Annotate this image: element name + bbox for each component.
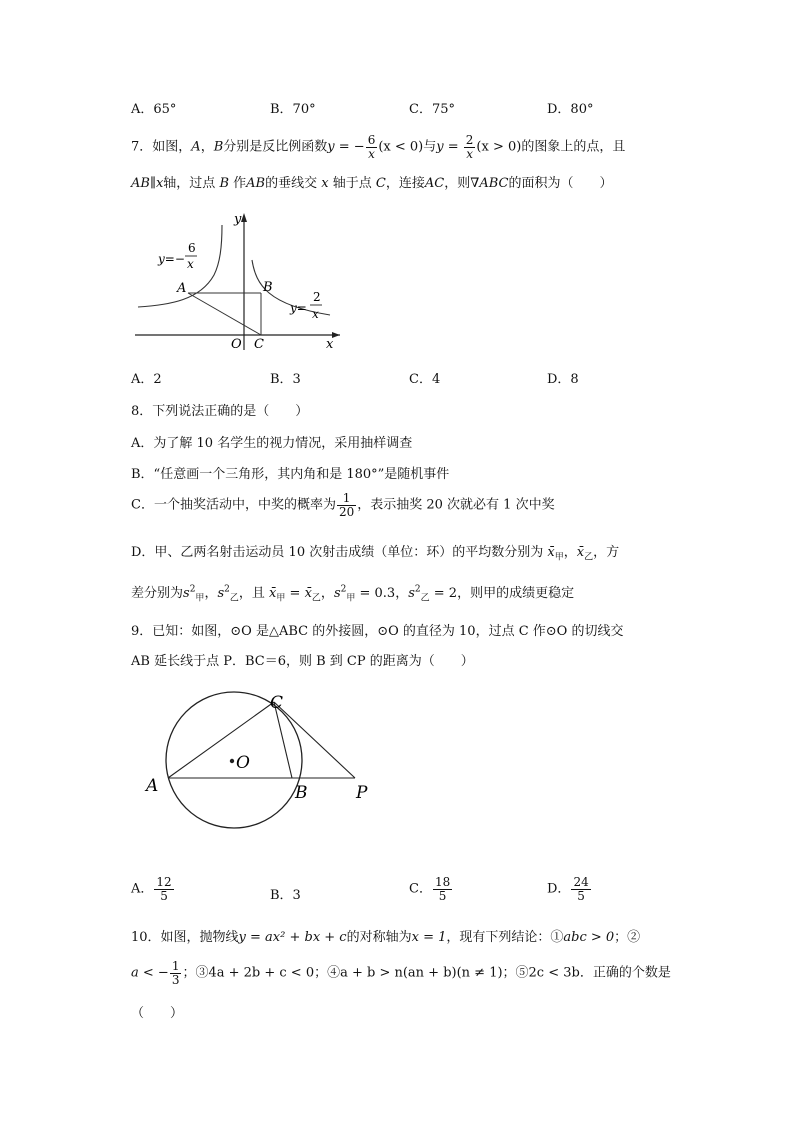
q7-parallel: AB∥x: [131, 176, 164, 191]
q7-point-b: B: [213, 139, 224, 155]
q9-figure: [140, 690, 380, 830]
q6-option-a: A．65°: [131, 102, 177, 117]
left-eq: y=−: [158, 252, 185, 266]
label-y: y: [234, 212, 242, 227]
q9-option-b: B．3: [270, 888, 301, 903]
q10-stem-line2: a < − $\frac{1}{3}$ ；③4a + 2b + c < 0；④a + b > n(an + b)(n ≠ 1)；⑤2c < 3b．正确的个数是: [131, 959, 671, 987]
segment-ac: [188, 293, 261, 335]
q9-stem-line2: AB 延长线于点 P．BC＝6，则 B 到 CP 的距离为（ ）: [131, 654, 474, 669]
q8-option-d-line1: D．甲、乙两名射击运动员 10 次射击成绩（单位：环）的平均数分别为 $x̄_甲$，$x̄_乙$，方: [131, 545, 620, 563]
q7-frac2: $\frac{2}{x}$: [465, 133, 474, 161]
q7-number: 7．: [131, 139, 153, 155]
right-eq-num: 2: [313, 290, 321, 304]
q7-option-a: A．2: [131, 372, 162, 387]
label-c: C: [270, 693, 284, 713]
q6-option-c: C．75°: [409, 102, 455, 117]
q7-cond2: (x > 0): [476, 139, 522, 155]
q7-option-d: D．8: [547, 372, 579, 387]
q7-text: 如图，: [152, 139, 192, 155]
label-p: P: [356, 783, 368, 803]
q7-stem-line2: AB∥x轴，过点 B 作AB的垂线交 x 轴于点 C，连接AC，则∇ABC的面积为（ ）: [131, 176, 613, 191]
label-c: C: [254, 337, 264, 352]
q9-stem-line1: 9．已知：如图，⊙O 是△ABC 的外接圆，⊙O 的直径为 10，过点 C 作⊙O 的切线交: [131, 624, 624, 639]
q7-point-a: A: [191, 139, 201, 155]
q7-func1: y = −: [327, 139, 365, 155]
label-x: x: [326, 337, 334, 352]
label-a: A: [177, 281, 187, 296]
label-b: B: [263, 280, 273, 295]
q8-option-a: A．为了解 10 名学生的视力情况，采用抽样调查: [131, 436, 413, 451]
q8-option-c: C．一个抽奖活动中，中奖的概率为 $\frac{1}{20}$ ，表示抽奖 20 次就必有 1 次中奖: [131, 491, 555, 519]
q7-frac1: $\frac{6}{x}$: [367, 133, 376, 161]
q6-option-d: D．80°: [547, 102, 594, 117]
q7-option-c: C．4: [409, 372, 441, 387]
y-axis-arrow: [241, 213, 247, 222]
q7-stem-line1: 7．如图，A，B分别是反比例函数y = − $\frac{6}{x}$ (x < 0)与y = $\frac{2}{x}$ (x > 0)的图象上的点，且: [131, 133, 626, 161]
q10-stem-line1: 10．如图，抛物线y = ax² + bx + c的对称轴为x = 1，现有下列结论：①abc > 0；②: [131, 930, 641, 945]
q8-option-d-line2: 差分别为$s^2_甲$，$s^2_乙$，且 $x̄_甲$ = $x̄_乙$，$s^2_甲 = 0.3$，$s^2_乙 = 2$，则甲的成绩更稳定: [131, 584, 575, 604]
label-b: B: [295, 783, 308, 803]
left-eq-num: 6: [188, 241, 196, 255]
q8-frac: $\frac{1}{20}$: [338, 491, 355, 519]
center-dot: [230, 759, 234, 763]
label-o: O: [231, 337, 242, 352]
q9-option-c: C． $\frac{18}{5}$: [409, 875, 451, 903]
q9-option-d: D． $\frac{24}{5}$: [547, 875, 589, 903]
q7-cond1: (x < 0): [378, 139, 424, 155]
left-eq-den: x: [187, 257, 194, 271]
q9-option-a: A． $\frac{12}{5}$: [131, 875, 172, 903]
q7-figure: [130, 205, 350, 355]
label-a: A: [146, 776, 159, 796]
q7-text: 分别是反比例函数: [223, 139, 328, 155]
q7-text: 与: [423, 139, 437, 155]
right-eq: y=: [290, 301, 307, 315]
q8-stem: 8．下列说法正确的是（ ）: [131, 404, 309, 419]
label-o: O: [236, 753, 250, 773]
q7-option-b: B．3: [270, 372, 301, 387]
q8-option-b: B．“任意画一个三角形，其内角和是 180°”是随机事件: [131, 467, 450, 482]
q6-option-b: B．70°: [270, 102, 316, 117]
q7-text: 的图象上的点，且: [521, 139, 626, 155]
q7-func2: y =: [436, 139, 463, 155]
right-eq-den: x: [312, 307, 319, 321]
q7-text: 轴，过点: [163, 176, 216, 191]
q10-answer-blank: （ ）: [131, 1006, 184, 1021]
tangent-cp: [274, 702, 355, 778]
